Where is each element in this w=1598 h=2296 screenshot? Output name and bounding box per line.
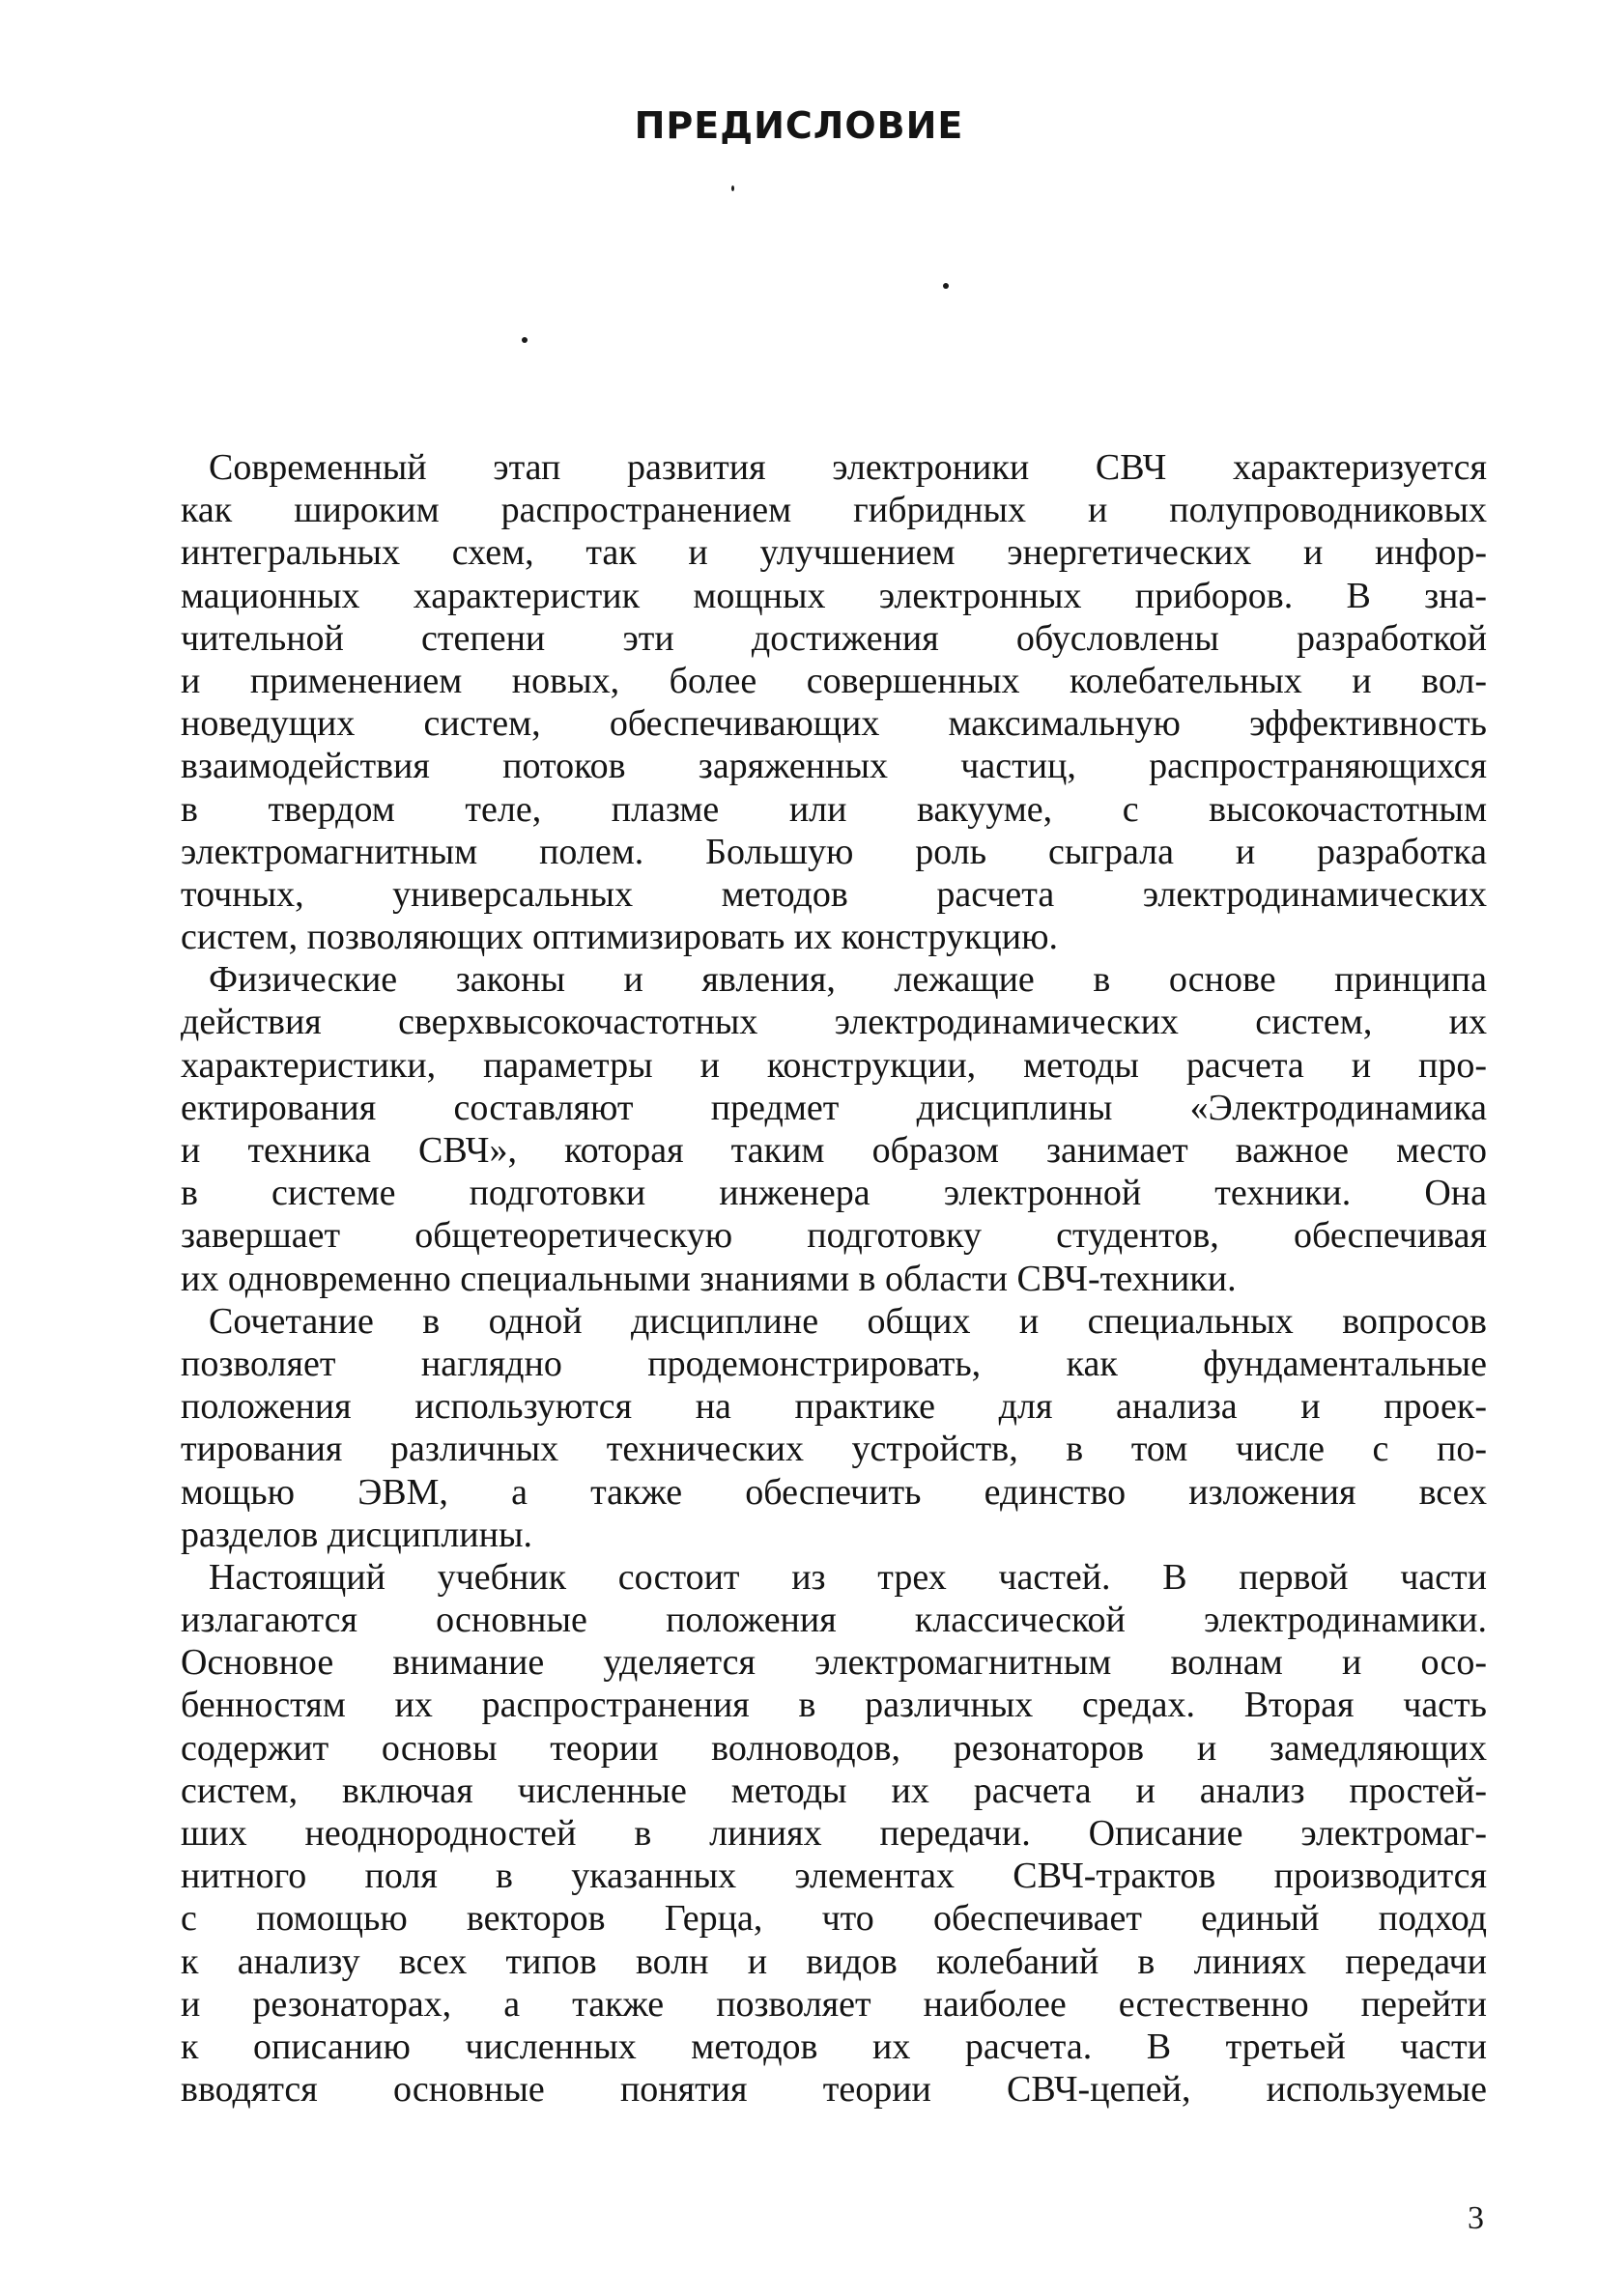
text-line: в твердом теле, плазме или вакууме, с высокочастотным — [181, 788, 1487, 830]
text-line: к анализу всех типов волн и видов колебаний в линиях передачи — [181, 1941, 1487, 1982]
text-line: систем, включая численные методы их расчета и анализ простей- — [181, 1770, 1487, 1811]
text-line: завершает общетеоретическую подготовку студентов, обеспечивая — [181, 1215, 1487, 1257]
text-line: как широким распространением гибридных и полупроводниковых — [181, 490, 1487, 531]
text-line: в системе подготовки инженера электронной техники. Она — [181, 1173, 1487, 1214]
text-line: ектирования составляют предмет дисциплины «Электродинамика — [181, 1087, 1487, 1128]
page-title: ПРЕДИСЛОВИЕ — [634, 104, 964, 147]
text-line: ших неоднородностей в линиях передачи. Описание электромаг- — [181, 1813, 1487, 1854]
text-line: действия сверхвысокочастотных электродинамических систем, их — [181, 1002, 1487, 1043]
text-line: их одновременно специальными знаниями в области СВЧ-техники. — [181, 1258, 1237, 1299]
text-line: к описанию численных методов их расчета. В третьей части — [181, 2026, 1487, 2067]
text-line: взаимодействия потоков заряженных частиц, распространяющихся — [181, 746, 1487, 787]
text-line: Современный этап развития электроники СВЧ характеризуется — [209, 447, 1487, 488]
text-line: новедущих систем, обеспечивающих максимальную эффективность — [181, 703, 1487, 745]
text-line: с помощью векторов Герца, что обеспечивает единый подход — [181, 1898, 1487, 1940]
text-line: характеристики, параметры и конструкции, методы расчета и про- — [181, 1044, 1487, 1086]
text-line: и резонаторах, а также позволяет наиболее естественно перейти — [181, 1983, 1487, 2025]
text-line: разделов дисциплины. — [181, 1514, 533, 1555]
text-line: точных, универсальных методов расчета электродинамических — [181, 873, 1487, 915]
text-line: мощью ЭВМ, а также обеспечить единство изложения всех — [181, 1471, 1487, 1513]
preface-body — [181, 446, 1487, 2111]
scan-speck — [731, 185, 734, 191]
paragraph-1 — [181, 446, 1487, 958]
text-line: тирования различных технических устройств, в том числе с по- — [181, 1429, 1487, 1470]
paragraph-3 — [181, 1300, 1487, 1556]
text-line: электромагнитным полем. Большую роль сыграла и разработка — [181, 831, 1487, 872]
text-line: Сочетание в одной дисциплине общих и специальных вопросов — [209, 1300, 1487, 1342]
text-line: положения используются на практике для анализа и проек- — [181, 1386, 1487, 1428]
paragraph-4 — [181, 1556, 1487, 2111]
text-line: нитного поля в указанных элементах СВЧ-трактов производится — [181, 1856, 1487, 1897]
scan-speck — [943, 283, 949, 289]
text-line: содержит основы теории волноводов, резонаторов и замедляющих — [181, 1727, 1487, 1769]
text-line: бенностям их распространения в различных средах. Вторая часть — [181, 1685, 1487, 1726]
text-line: интегральных схем, так и улучшением энергетических и инфор- — [181, 532, 1487, 574]
text-line: и применением новых, более совершенных колебательных и вол- — [181, 660, 1487, 701]
scan-speck — [522, 337, 528, 343]
text-line: вводятся основные понятия теории СВЧ-цепей, используемые — [181, 2069, 1487, 2111]
text-line: позволяет наглядно продемонстрировать, как фундаментальные — [181, 1343, 1487, 1384]
text-line: и техника СВЧ», которая таким образом занимает важное место — [181, 1130, 1487, 1171]
text-line: систем, позволяющих оптимизировать их конструкцию. — [181, 917, 1058, 958]
text-line: Физические законы и явления, лежащие в основе принципа — [209, 959, 1487, 1001]
paragraph-2 — [181, 958, 1487, 1300]
text-line: Основное внимание уделяется электромагнитным волнам и осо- — [181, 1642, 1487, 1684]
page-number: 3 — [1468, 2200, 1484, 2236]
text-line: Настоящий учебник состоит из трех частей. В первой части — [209, 1556, 1487, 1598]
text-line: излагаются основные положения классической электродинамики. — [181, 1600, 1487, 1641]
text-line: чительной степени эти достижения обусловлены разработкой — [181, 617, 1487, 659]
text-line: мационных характеристик мощных электронных приборов. В зна- — [181, 575, 1487, 616]
